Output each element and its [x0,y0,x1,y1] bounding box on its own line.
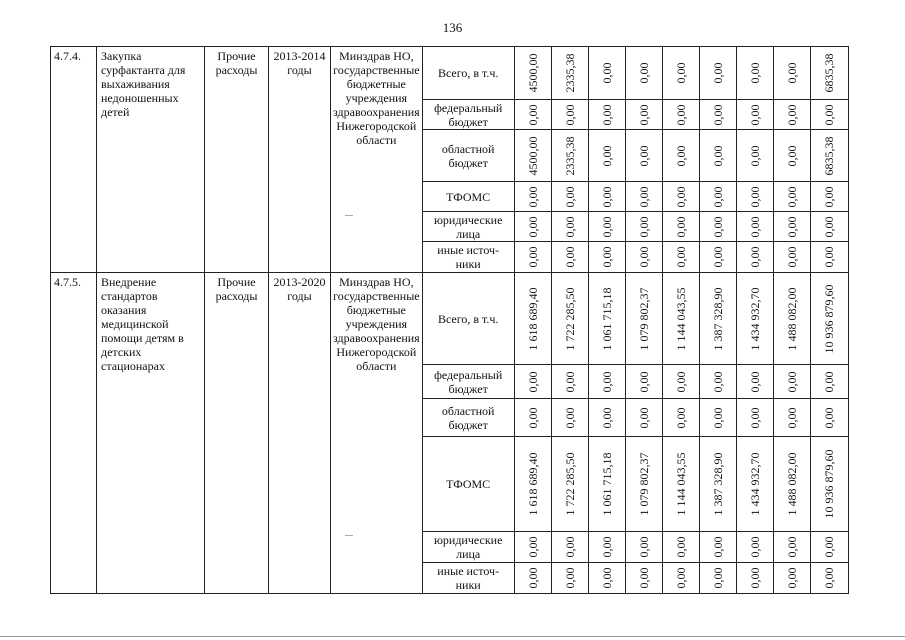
value-cell [699,242,736,273]
value-text: 1 434 932,70 [747,287,762,350]
value-cell [773,365,810,399]
value-text: 0,00 [784,216,799,237]
value-text: 1 061 715,18 [599,287,614,350]
value-cell [736,130,773,182]
value-text: 0,00 [562,536,577,558]
value-text: 0,00 [562,246,577,268]
value-text: 0,00 [784,246,799,268]
value-cell [588,100,625,130]
value-text: 0,00 [599,246,614,268]
value-text: 0,00 [673,407,688,428]
value-cell [514,399,551,437]
value-text: 0,00 [525,371,540,392]
value-cell [588,182,625,212]
value-text: 0,00 [673,104,688,125]
value-cell [810,399,848,437]
value-cell [625,399,662,437]
scan-mark [345,215,353,216]
value-cell [551,130,588,182]
value-cell [810,365,848,399]
funding-source: областной бюджет [422,130,514,182]
section-name: Внедрение стандартов оказания медицинской помощи детям в детских стационарах [97,273,205,594]
value-text: 1 144 043,55 [673,287,688,350]
value-text: 0,00 [784,567,799,589]
value-cell [736,563,773,594]
value-cell [773,47,810,100]
value-cell [588,212,625,242]
value-cell [588,532,625,563]
value-text: 4500,00 [525,136,540,175]
value-cell [514,365,551,399]
value-text: 6835,38 [822,53,837,93]
value-cell [588,563,625,594]
value-cell [551,273,588,365]
value-text: 1 387 328,90 [710,287,725,350]
value-text: 0,00 [710,371,725,392]
value-cell [514,100,551,130]
value-cell [662,532,699,563]
value-cell [736,532,773,563]
value-cell [514,182,551,212]
value-cell [514,130,551,182]
value-cell [736,365,773,399]
section-name: Закупка сурфактанта для выхаживания недоношенных детей [97,47,205,273]
value-text: 1 434 932,70 [747,452,762,516]
value-text: 0,00 [636,246,651,268]
value-cell [551,399,588,437]
value-cell [551,437,588,532]
value-text: 0,00 [784,145,799,166]
value-cell [810,47,848,100]
value-text: 0,00 [747,216,762,237]
value-text: 2335,38 [562,53,577,93]
value-cell [736,437,773,532]
value-text: 0,00 [599,567,614,589]
value-cell [736,273,773,365]
value-text: 0,00 [747,186,762,207]
value-text: 0,00 [710,216,725,237]
value-text: 0,00 [747,246,762,268]
value-cell [588,437,625,532]
value-text: 0,00 [822,246,837,268]
value-cell [773,399,810,437]
value-text: 6835,38 [822,136,837,175]
value-cell [625,437,662,532]
value-cell [588,365,625,399]
value-cell [810,182,848,212]
value-cell [810,273,848,365]
value-cell [514,273,551,365]
value-cell [662,212,699,242]
value-text: 1 722 285,50 [562,452,577,516]
value-cell [625,242,662,273]
value-cell [773,242,810,273]
value-text: 0,00 [747,371,762,392]
value-cell [588,242,625,273]
value-cell [699,100,736,130]
value-cell [551,100,588,130]
value-cell [736,399,773,437]
value-cell [625,212,662,242]
value-text: 1 488 082,00 [784,452,799,516]
value-text: 1 488 082,00 [784,287,799,350]
value-text: 0,00 [784,371,799,392]
value-text: 0,00 [562,407,577,428]
value-text: 0,00 [562,371,577,392]
value-cell [773,100,810,130]
expense-type: Прочие расходы [205,273,269,594]
value-text: 0,00 [636,145,651,166]
value-text: 0,00 [710,62,725,84]
funding-source: юридические лица [422,532,514,563]
value-cell [588,273,625,365]
value-text: 10 936 879,60 [822,284,837,353]
value-text: 0,00 [673,145,688,166]
value-text: 0,00 [673,216,688,237]
value-cell [773,437,810,532]
value-text: 0,00 [710,246,725,268]
value-cell [810,130,848,182]
years-range: 2013-2014 годы [269,47,331,273]
value-cell [551,532,588,563]
value-text: 0,00 [784,104,799,125]
funding-source: юридические лица [422,212,514,242]
value-cell [699,365,736,399]
value-cell [551,47,588,100]
value-text: 1 618 689,40 [525,452,540,516]
value-text: 0,00 [822,186,837,207]
value-cell [514,47,551,100]
value-cell [699,437,736,532]
value-cell [514,242,551,273]
value-cell [662,242,699,273]
value-text: 0,00 [525,246,540,268]
funding-source: ТФОМС [422,182,514,212]
executor: Минздрав НО, государственные бюджетные учреждения здравоохранения Нижегородской области [331,47,423,273]
funding-source: Всего, в т.ч. [422,273,514,365]
value-text: 0,00 [636,567,651,589]
value-cell [625,47,662,100]
value-cell [588,399,625,437]
funding-source: иные источ- ники [422,563,514,594]
executor: Минздрав НО, государственные бюджетные учреждения здравоохранения Нижегородской области [331,273,423,594]
value-text: 0,00 [822,536,837,558]
value-text: 0,00 [525,567,540,589]
value-text: 0,00 [525,536,540,558]
value-text: 0,00 [747,104,762,125]
value-text: 0,00 [525,407,540,428]
value-cell [699,532,736,563]
value-cell [810,212,848,242]
funding-source: федеральный бюджет [422,100,514,130]
value-cell [736,182,773,212]
value-text: 1 061 715,18 [599,452,614,516]
value-text: 0,00 [710,145,725,166]
value-cell [773,130,810,182]
page-number: 136 [442,20,463,35]
value-cell [625,100,662,130]
value-cell [662,130,699,182]
value-cell [810,100,848,130]
value-text: 0,00 [710,407,725,428]
value-text: 0,00 [710,536,725,558]
page-bottom-rule [0,636,905,637]
value-cell [625,563,662,594]
value-cell [551,365,588,399]
financing-table [50,46,849,594]
value-text: 0,00 [784,186,799,207]
value-text: 0,00 [747,536,762,558]
value-text: 0,00 [822,567,837,589]
value-cell [810,532,848,563]
funding-source: иные источ- ники [422,242,514,273]
value-text: 4500,00 [525,53,540,93]
value-text: 0,00 [525,216,540,237]
value-text: 2335,38 [562,136,577,175]
value-text: 0,00 [562,567,577,589]
value-cell [699,212,736,242]
value-text: 1 387 328,90 [710,452,725,516]
value-text: 0,00 [636,371,651,392]
funding-source: ТФОМС [422,437,514,532]
value-text: 0,00 [747,62,762,84]
funding-source: федеральный бюджет [422,365,514,399]
value-cell [551,242,588,273]
value-cell [662,365,699,399]
funding-source: областной бюджет [422,399,514,437]
value-cell [551,182,588,212]
value-text: 0,00 [599,145,614,166]
value-cell [662,399,699,437]
value-text: 1 079 802,37 [636,452,651,516]
value-text: 0,00 [636,104,651,125]
table-row [51,273,849,365]
value-text: 0,00 [636,62,651,84]
value-text: 0,00 [673,62,688,84]
value-cell [514,212,551,242]
value-cell [625,273,662,365]
value-text: 0,00 [636,216,651,237]
value-text: 0,00 [710,186,725,207]
section-code: 4.7.5. [51,273,97,594]
scan-mark [345,535,353,536]
value-text: 0,00 [784,62,799,84]
value-cell [625,182,662,212]
value-cell [773,532,810,563]
value-text: 0,00 [525,104,540,125]
value-text: 1 144 043,55 [673,452,688,516]
value-text: 0,00 [710,567,725,589]
value-text: 0,00 [599,186,614,207]
value-text: 0,00 [673,567,688,589]
table-row [51,47,849,100]
expense-type: Прочие расходы [205,47,269,273]
value-cell [625,532,662,563]
value-text: 0,00 [525,186,540,207]
value-cell [736,242,773,273]
value-text: 0,00 [599,407,614,428]
value-cell [625,130,662,182]
years-range: 2013-2020 годы [269,273,331,594]
value-cell [736,47,773,100]
value-text: 0,00 [747,407,762,428]
value-cell [699,399,736,437]
value-text: 0,00 [562,216,577,237]
value-text: 0,00 [673,536,688,558]
value-cell [810,563,848,594]
value-cell [588,130,625,182]
funding-source: Всего, в т.ч. [422,47,514,100]
value-cell [588,47,625,100]
value-text: 0,00 [599,104,614,125]
value-text: 1 618 689,40 [525,287,540,350]
value-text: 0,00 [599,62,614,84]
value-cell [514,437,551,532]
value-cell [699,273,736,365]
value-text: 10 936 879,60 [822,449,837,519]
value-text: 0,00 [822,371,837,392]
value-cell [662,273,699,365]
value-cell [514,532,551,563]
value-text: 0,00 [599,536,614,558]
value-text: 1 079 802,37 [636,287,651,350]
value-cell [773,212,810,242]
value-text: 0,00 [747,567,762,589]
value-text: 0,00 [562,186,577,207]
value-cell [810,437,848,532]
value-text: 0,00 [673,246,688,268]
value-text: 0,00 [599,371,614,392]
value-cell [514,563,551,594]
value-cell [699,130,736,182]
value-text: 0,00 [747,145,762,166]
section-code: 4.7.4. [51,47,97,273]
value-text: 0,00 [636,536,651,558]
value-text: 0,00 [599,216,614,237]
value-cell [662,437,699,532]
value-cell [773,273,810,365]
value-text: 0,00 [636,186,651,207]
value-cell [736,212,773,242]
value-text: 0,00 [562,104,577,125]
value-cell [736,100,773,130]
value-cell [662,47,699,100]
value-text: 0,00 [673,186,688,207]
value-text: 0,00 [784,407,799,428]
value-cell [699,182,736,212]
value-cell [625,365,662,399]
value-text: 0,00 [822,216,837,237]
value-text: 0,00 [710,104,725,125]
value-cell [773,563,810,594]
value-cell [662,563,699,594]
value-cell [551,563,588,594]
value-text: 0,00 [784,536,799,558]
value-text: 1 722 285,50 [562,287,577,350]
value-cell [773,182,810,212]
value-cell [699,47,736,100]
value-cell [699,563,736,594]
value-text: 0,00 [636,407,651,428]
value-cell [551,212,588,242]
value-cell [662,100,699,130]
value-cell [810,242,848,273]
value-cell [662,182,699,212]
value-text: 0,00 [822,104,837,125]
value-text: 0,00 [822,407,837,428]
value-text: 0,00 [673,371,688,392]
